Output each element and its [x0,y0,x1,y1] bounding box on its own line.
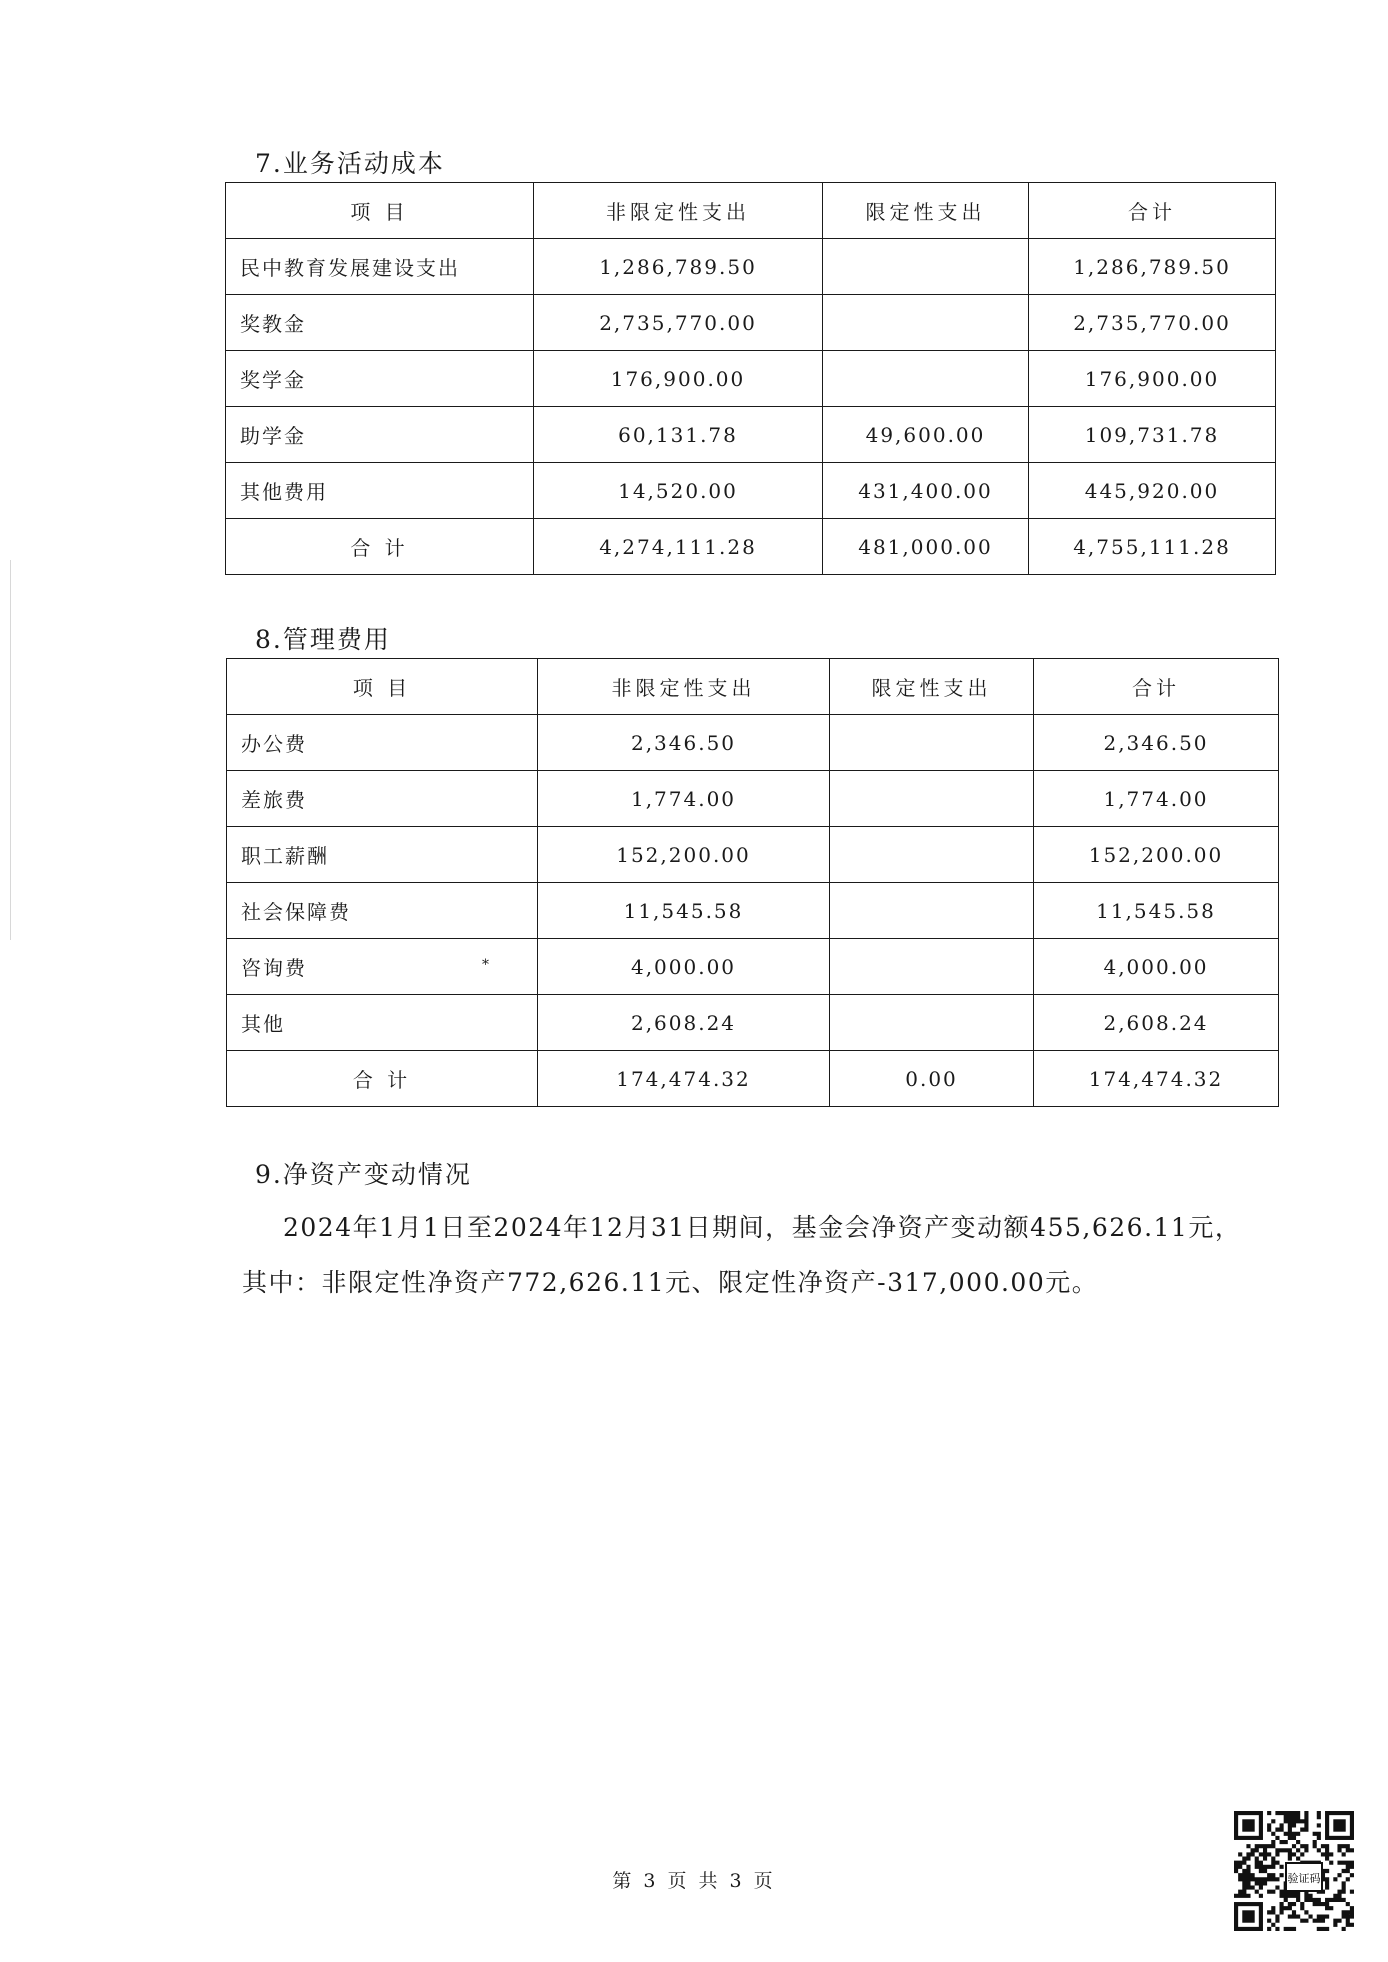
column-header: 限定性支出 [830,659,1034,715]
total-cell: 4,000.00 [1034,939,1279,995]
management-expense-table [226,658,1279,1107]
qr-code-icon [1234,1811,1354,1931]
scan-margin-line [10,560,11,940]
item-cell: 奖教金 [226,295,534,351]
restricted-cell [830,939,1034,995]
item-cell: 差旅费 [227,771,538,827]
item-cell: 助学金 [226,407,534,463]
total-cell: 1,774.00 [1034,771,1279,827]
unrestricted-cell: 4,000.00 [538,939,830,995]
table-row [226,407,1276,463]
column-header: 非限定性支出 [538,659,830,715]
total-label: 合 计 [227,1051,538,1107]
column-header: 项 目 [227,659,538,715]
item-cell: 奖学金 [226,351,534,407]
restricted-total: 0.00 [830,1051,1034,1107]
table-row [227,939,1279,995]
item-cell: 民中教育发展建设支出 [226,239,534,295]
table-row [227,771,1279,827]
total-row [226,519,1276,575]
total-cell: 176,900.00 [1029,351,1276,407]
column-header: 合计 [1034,659,1279,715]
item-cell: 咨询费 [227,939,538,995]
table-row [227,715,1279,771]
item-cell: 办公费 [227,715,538,771]
table-row [227,883,1279,939]
grand-total: 174,474.32 [1034,1051,1279,1107]
qr-caption: 验证码 [1287,1872,1321,1885]
restricted-cell [823,351,1029,407]
net-assets-paragraph-line-2: 其中：非限定性净资产772,626.11元、限定性净资产-317,000.00元。 [242,1268,1099,1297]
unrestricted-cell: 152,200.00 [538,827,830,883]
unrestricted-cell: 2,608.24 [538,995,830,1051]
total-cell: 109,731.78 [1029,407,1276,463]
table-row [226,295,1276,351]
restricted-cell [830,995,1034,1051]
table-row [227,995,1279,1051]
net-assets-paragraph-line-1: 2024年1月1日至2024年12月31日期间，基金会净资产变动额455,626.11元， [283,1213,1242,1242]
column-header: 限定性支出 [823,183,1029,239]
unrestricted-cell: 2,346.50 [538,715,830,771]
table-row [226,463,1276,519]
unrestricted-cell: 176,900.00 [534,351,823,407]
total-row [227,1051,1279,1107]
table-row [226,351,1276,407]
restricted-cell: 49,600.00 [823,407,1029,463]
stray-mark: * [482,957,489,973]
unrestricted-total: 174,474.32 [538,1051,830,1107]
total-cell: 2,735,770.00 [1029,295,1276,351]
column-header: 非限定性支出 [534,183,823,239]
unrestricted-total: 4,274,111.28 [534,519,823,575]
unrestricted-cell: 11,545.58 [538,883,830,939]
restricted-cell [830,827,1034,883]
total-label: 合 计 [226,519,534,575]
restricted-total: 481,000.00 [823,519,1029,575]
total-cell: 2,346.50 [1034,715,1279,771]
unrestricted-cell: 60,131.78 [534,407,823,463]
total-cell: 445,920.00 [1029,463,1276,519]
restricted-cell [823,295,1029,351]
unrestricted-cell: 1,774.00 [538,771,830,827]
column-header: 项 目 [226,183,534,239]
unrestricted-cell: 1,286,789.50 [534,239,823,295]
business-activity-cost-table [225,182,1276,575]
table-row [226,239,1276,295]
section-7-heading: 7.业务活动成本 [255,149,445,178]
section-9-heading: 9.净资产变动情况 [255,1160,472,1189]
section-8-heading: 8.管理费用 [255,625,391,654]
page-footer: 第 3 页 共 3 页 [612,1870,776,1892]
unrestricted-cell: 14,520.00 [534,463,823,519]
table-header-row [227,659,1279,715]
total-cell: 152,200.00 [1034,827,1279,883]
restricted-cell [830,771,1034,827]
total-cell: 1,286,789.50 [1029,239,1276,295]
restricted-cell: 431,400.00 [823,463,1029,519]
restricted-cell [823,239,1029,295]
total-cell: 11,545.58 [1034,883,1279,939]
restricted-cell [830,715,1034,771]
grand-total: 4,755,111.28 [1029,519,1276,575]
table-header-row [226,183,1276,239]
table-row [227,827,1279,883]
item-cell: 其他费用 [226,463,534,519]
item-cell: 其他 [227,995,538,1051]
total-cell: 2,608.24 [1034,995,1279,1051]
item-cell: 职工薪酬 [227,827,538,883]
restricted-cell [830,883,1034,939]
item-cell: 社会保障费 [227,883,538,939]
column-header: 合计 [1029,183,1276,239]
unrestricted-cell: 2,735,770.00 [534,295,823,351]
